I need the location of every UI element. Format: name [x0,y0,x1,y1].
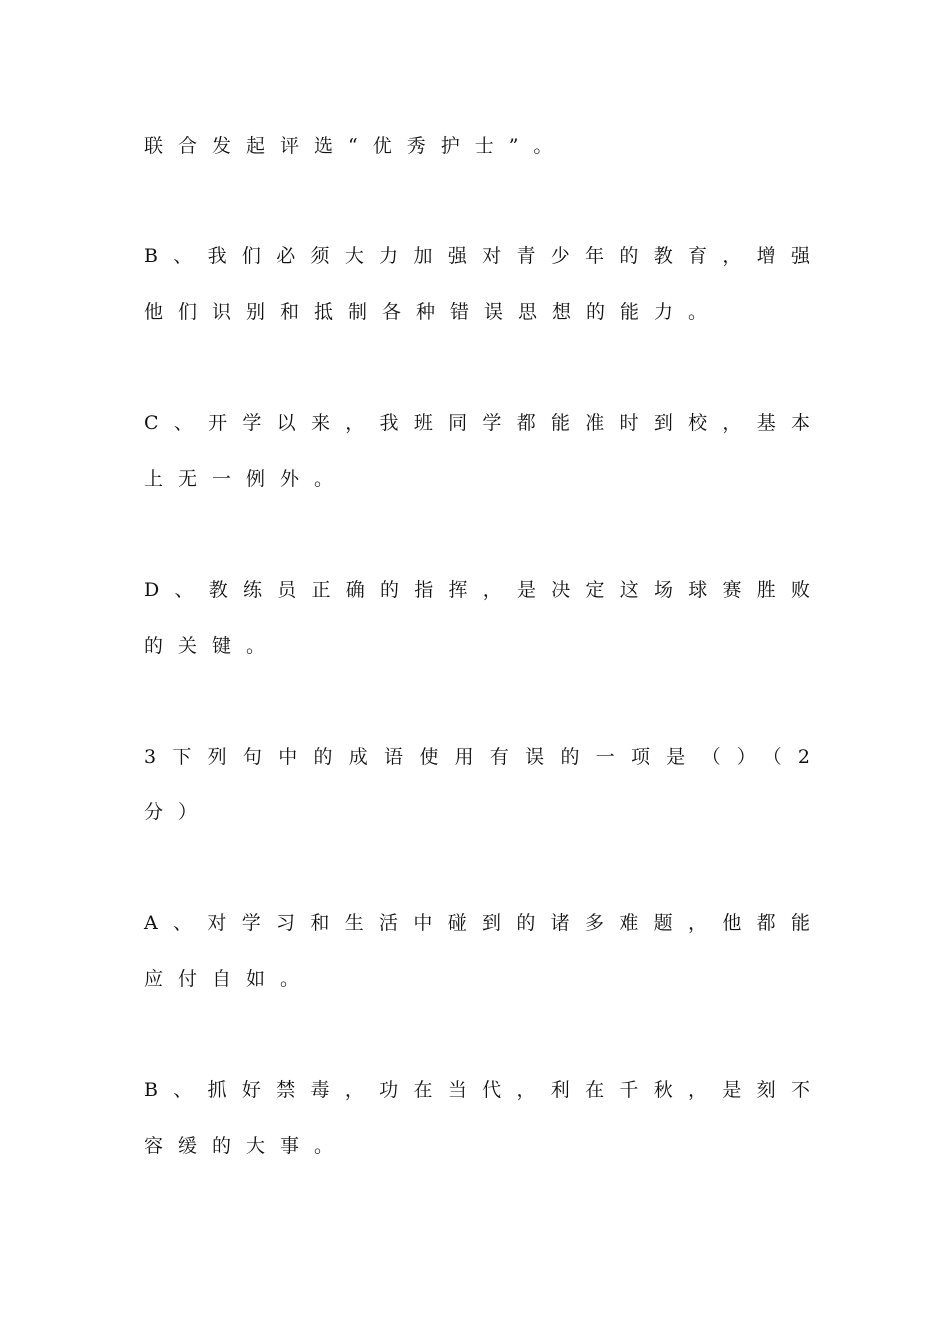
option-b-line-2: 他们识别和抵制各种错误思想的能力。 [144,301,723,323]
option-a-line-2: 应付自如。 [144,968,315,990]
option-c-line-1: C、开学以来，我班同学都能准时到校，基本 [144,412,810,434]
option-b2-line-1: B、抓好禁毒，功在当代，利在千秋，是刻不 [144,1079,810,1101]
question-3-line-1: 3下列句中的成语使用有误的一项是（）（2 [144,746,810,768]
option-d-line-1: D、教练员正确的指挥，是决定这场球赛胜败 [144,579,810,601]
question-3-line-2: 分） [144,801,213,823]
option-b2-line-2: 容缓的大事。 [144,1135,349,1157]
option-b-line-1: B、我们必须大力加强对青少年的教育，增强 [144,245,810,267]
option-c-line-2: 上无一例外。 [144,468,349,490]
option-a-line-1: A、对学习和生活中碰到的诸多难题，他都能 [144,912,810,934]
option-d-line-2: 的关键。 [144,635,281,657]
text-line: 联合发起评选“优秀护士”。 [144,135,568,157]
